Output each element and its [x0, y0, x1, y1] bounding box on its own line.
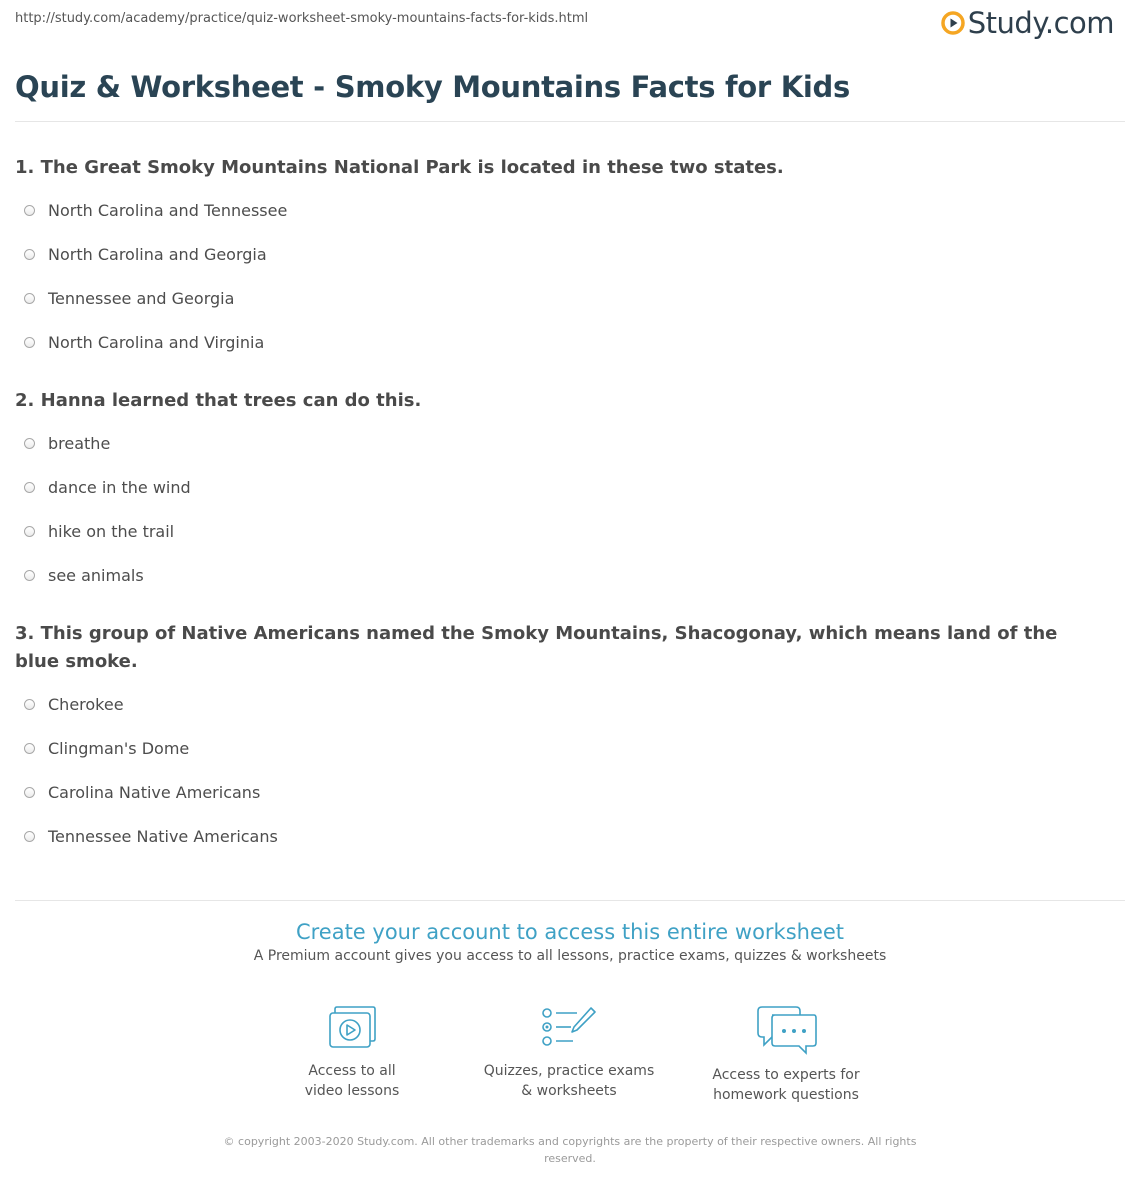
- answer-option[interactable]: [15, 320, 1115, 364]
- feature-line-2: video lessons: [304, 1083, 400, 1099]
- quiz-checklist-icon: [541, 1005, 597, 1051]
- chat-bubbles-icon: [754, 1005, 818, 1055]
- answer-options: [15, 682, 1115, 858]
- feature-line-2: & worksheets: [521, 1083, 617, 1099]
- radio-button[interactable]: [24, 831, 35, 842]
- radio-button[interactable]: [24, 699, 35, 710]
- question-2: [15, 387, 1115, 597]
- answer-option[interactable]: [15, 232, 1115, 276]
- answer-label: Carolina Native Americans: [48, 782, 261, 802]
- video-lessons-icon: [326, 1005, 378, 1051]
- question-3: [15, 620, 1115, 858]
- answer-option[interactable]: [15, 553, 1115, 597]
- answer-label: Tennessee and Georgia: [48, 288, 235, 308]
- question-text: 2. Hanna learned that trees can do this.: [15, 390, 422, 411]
- radio-button[interactable]: [24, 337, 35, 348]
- answer-label: breathe: [48, 433, 111, 453]
- feature-line-1: Access to all: [308, 1063, 396, 1079]
- answer-label: Clingman's Dome: [48, 738, 190, 758]
- feature-quizzes: [479, 1005, 659, 1101]
- answer-label: North Carolina and Georgia: [48, 244, 267, 264]
- radio-button[interactable]: [24, 743, 35, 754]
- answer-option[interactable]: [15, 276, 1115, 320]
- answer-option[interactable]: [15, 682, 1115, 726]
- answer-label: dance in the wind: [48, 477, 191, 497]
- answer-options: [15, 421, 1115, 597]
- title-divider: [15, 121, 1125, 122]
- question-text: 3. This group of Native Americans named the Smoky Mountains, Shacogonay, which means land of the blue smoke.: [15, 623, 1058, 672]
- feature-experts: [696, 1005, 876, 1105]
- radio-button[interactable]: [24, 293, 35, 304]
- answer-label: Tennessee Native Americans: [48, 826, 278, 846]
- answer-label: hike on the trail: [48, 521, 175, 541]
- feature-line-1: Access to experts for: [712, 1067, 860, 1083]
- play-logo-icon: [941, 11, 965, 35]
- radio-button[interactable]: [24, 526, 35, 537]
- promo-title[interactable]: Create your account to access this entire worksheet: [295, 920, 845, 944]
- answer-options: [15, 188, 1115, 364]
- premium-promo: [15, 920, 1125, 964]
- radio-button[interactable]: [24, 482, 35, 493]
- radio-button[interactable]: [24, 205, 35, 216]
- copyright-notice: © copyright 2003-2020 Study.com. All other trademarks and copyrights are the property of their respective owners. All rights reserved.: [223, 1135, 917, 1165]
- answer-option[interactable]: [15, 770, 1115, 814]
- answer-label: North Carolina and Tennessee: [48, 200, 288, 220]
- logo-text: Study.com: [967, 6, 1114, 40]
- answer-label: Cherokee: [48, 694, 124, 714]
- promo-divider: [15, 900, 1125, 901]
- promo-subtitle: A Premium account gives you access to all lessons, practice exams, quizzes & worksheets: [253, 948, 887, 964]
- answer-label: see animals: [48, 565, 144, 585]
- question-text: 1. The Great Smoky Mountains National Park is located in these two states.: [15, 157, 784, 178]
- page-url: http://study.com/academy/practice/quiz-worksheet-smoky-mountains-facts-for-kids.html: [15, 11, 589, 26]
- question-list: [15, 154, 1115, 881]
- question-1: [15, 154, 1115, 364]
- answer-option[interactable]: [15, 421, 1115, 465]
- answer-option[interactable]: [15, 509, 1115, 553]
- radio-button[interactable]: [24, 438, 35, 449]
- radio-button[interactable]: [24, 570, 35, 581]
- answer-option[interactable]: [15, 814, 1115, 858]
- answer-option[interactable]: [15, 465, 1115, 509]
- answer-label: North Carolina and Virginia: [48, 332, 265, 352]
- feature-video-lessons: [262, 1005, 442, 1101]
- radio-button[interactable]: [24, 249, 35, 260]
- page-title: Quiz & Worksheet - Smoky Mountains Facts for Kids: [15, 70, 850, 104]
- answer-option[interactable]: [15, 726, 1115, 770]
- answer-option[interactable]: [15, 188, 1115, 232]
- study-logo[interactable]: [941, 6, 1114, 40]
- feature-line-2: homework questions: [713, 1087, 859, 1103]
- feature-line-1: Quizzes, practice exams: [483, 1063, 655, 1079]
- radio-button[interactable]: [24, 787, 35, 798]
